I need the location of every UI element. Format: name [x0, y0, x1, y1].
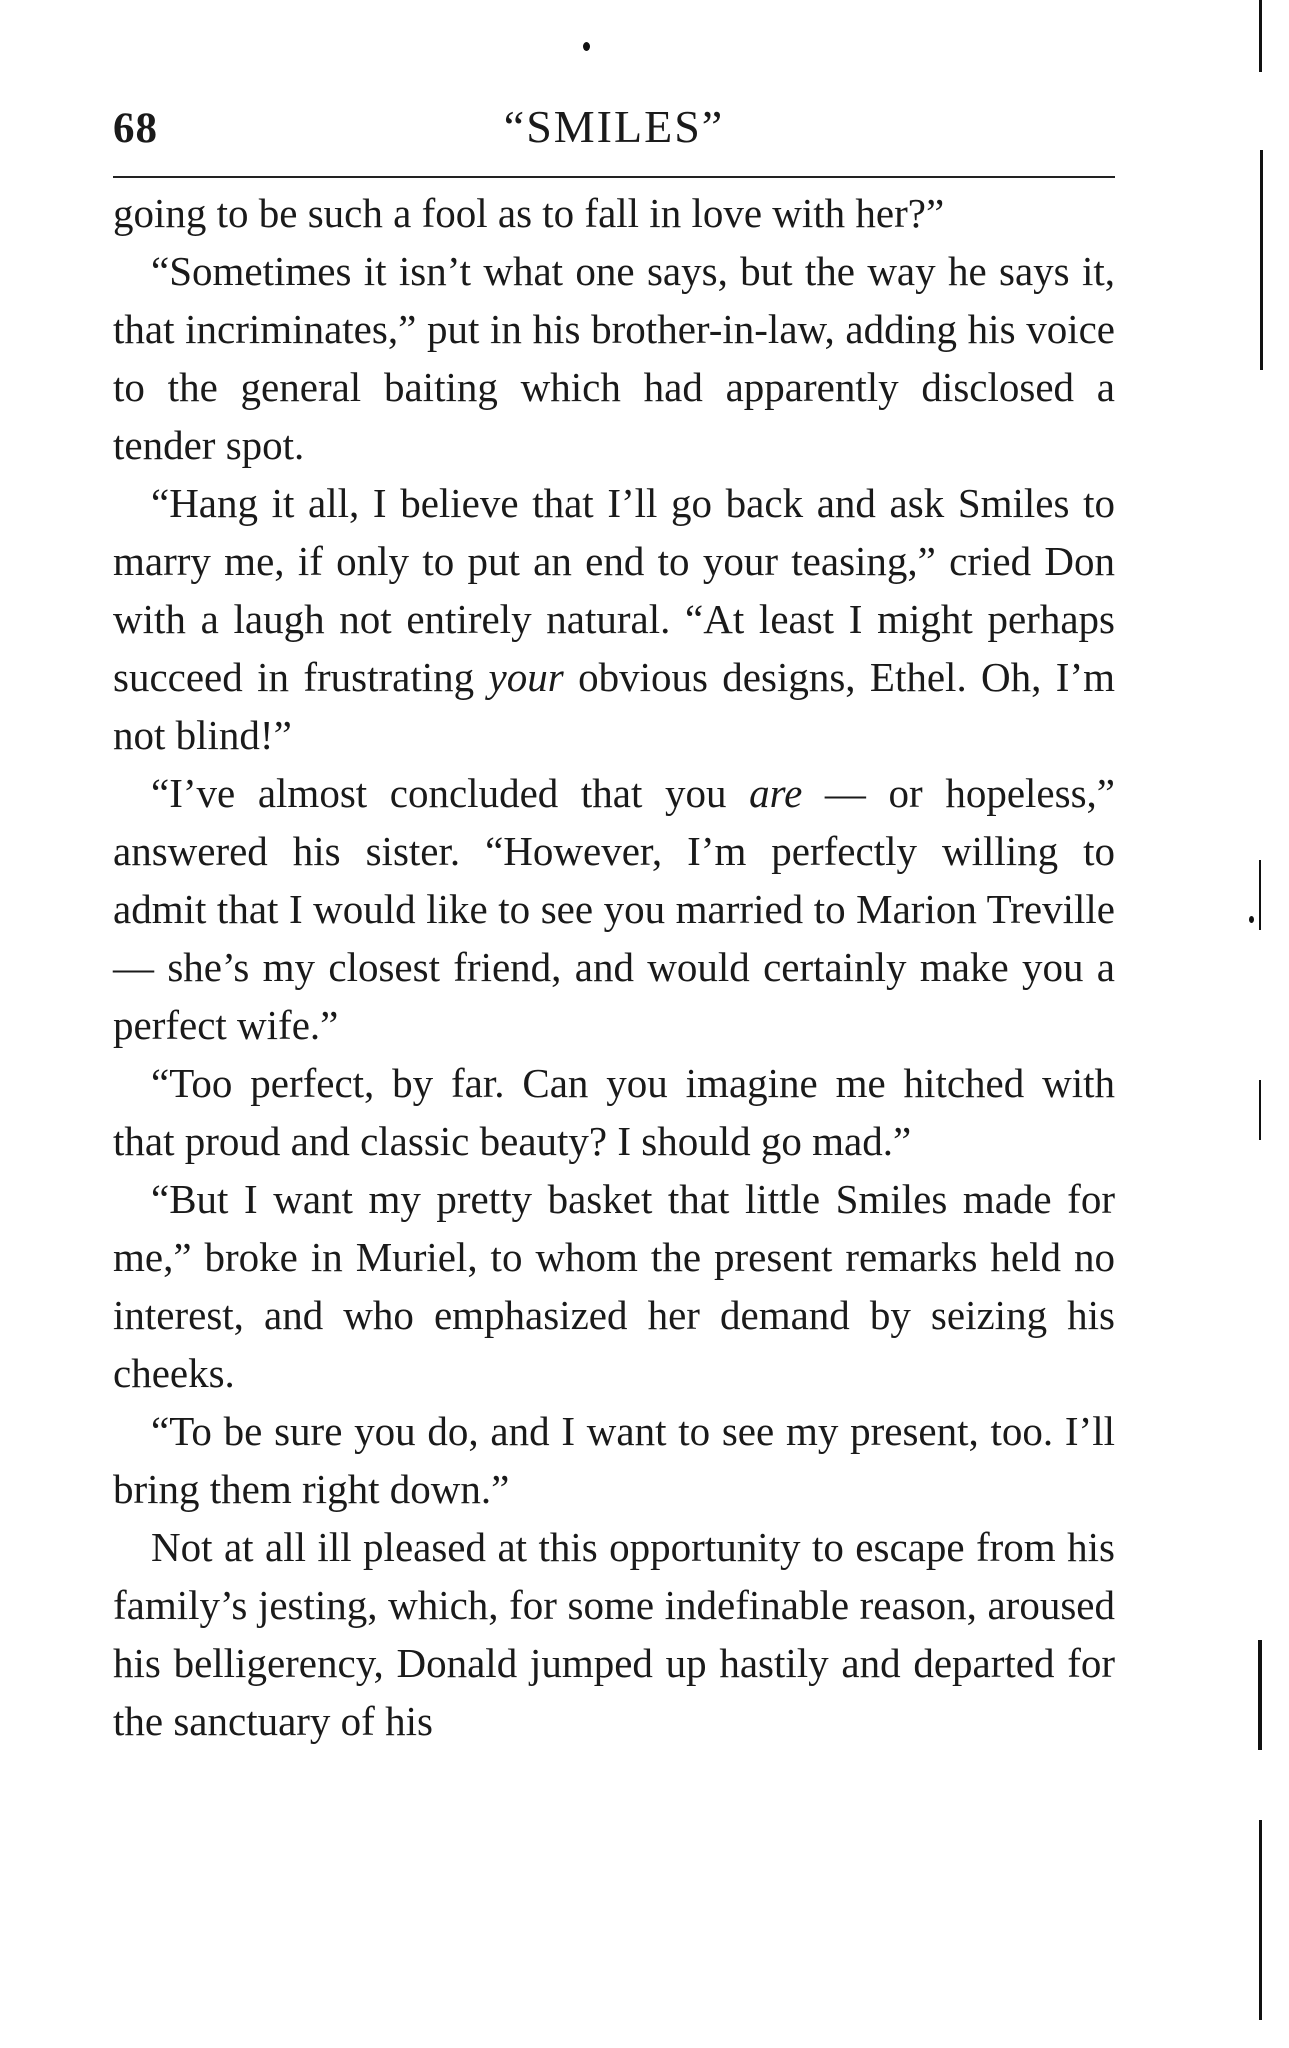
- text-run: “But I want my pretty basket that little Smiles made for me,” broke in Muriel, to whom the present remarks held no interest, and who emphasized her demand by seizing his cheeks.: [113, 1176, 1115, 1396]
- text-run: “To be sure you do, and I want to see my present, too. I’ll bring them right down.”: [113, 1408, 1115, 1512]
- paragraph: [113, 1402, 1115, 1518]
- italic-text: are: [749, 770, 803, 816]
- text-run: “Too perfect, by far. Can you imagine me hitched with that proud and classic beauty? I should go mad.”: [113, 1060, 1115, 1164]
- running-head: “SMILES”: [503, 101, 725, 152]
- paragraph: [113, 1054, 1115, 1170]
- text-run: going to be such a fool as to fall in love with her?”: [113, 190, 945, 236]
- scan-edge-mark: [1259, 860, 1261, 930]
- text-run: “Sometimes it isn’t what one says, but the way he says it, that incriminates,” put in his brother-in-law, adding his voice to the general baiting which had apparently disclosed a tender spot.: [113, 248, 1115, 468]
- scan-edge-mark: [1259, 1820, 1262, 2020]
- header-rule: [113, 176, 1115, 178]
- scan-edge-mark: [1260, 150, 1263, 370]
- scan-speck: [583, 42, 590, 51]
- text-run: obvious designs, Ethel. Oh, I’m not blind!”: [113, 654, 1115, 758]
- paragraph: [113, 184, 1115, 242]
- paragraph: [113, 1518, 1115, 1750]
- paragraph: [113, 242, 1115, 474]
- paragraph: [113, 474, 1115, 764]
- scan-edge-mark: [1258, 1640, 1262, 1750]
- paragraph: [113, 764, 1115, 1054]
- scan-edge-mark: [1259, 0, 1262, 72]
- italic-text: your: [488, 654, 564, 700]
- scan-speck: [1249, 916, 1254, 923]
- text-run: “I’ve almost concluded that you: [151, 770, 750, 816]
- paragraph: [113, 1170, 1115, 1402]
- text-run: Not at all ill pleased at this opportunity to escape from his family’s jesting, which, for some indefinable reason, aroused his belligerency, Donald jumped up hastily and departed for the sanctuary of his: [113, 1524, 1115, 1744]
- page-number: 68: [113, 105, 158, 152]
- text-run: “Hang it all, I believe that I’ll go back and ask Smiles to marry me, if only to put an end to your teasing,” cried Don with a laugh not entirely natural. “At least I might perhaps succeed in frustrating: [113, 480, 1115, 700]
- scan-edge-mark: [1259, 1080, 1261, 1140]
- page-header: [113, 100, 1115, 170]
- text-run: — or hopeless,” answered his sister. “However, I’m perfectly willing to admit that I would like to see you married to Marion Treville — she’s my closest friend, and would certainly make you a perfect wife.”: [113, 770, 1115, 1048]
- body-text: [113, 184, 1115, 1750]
